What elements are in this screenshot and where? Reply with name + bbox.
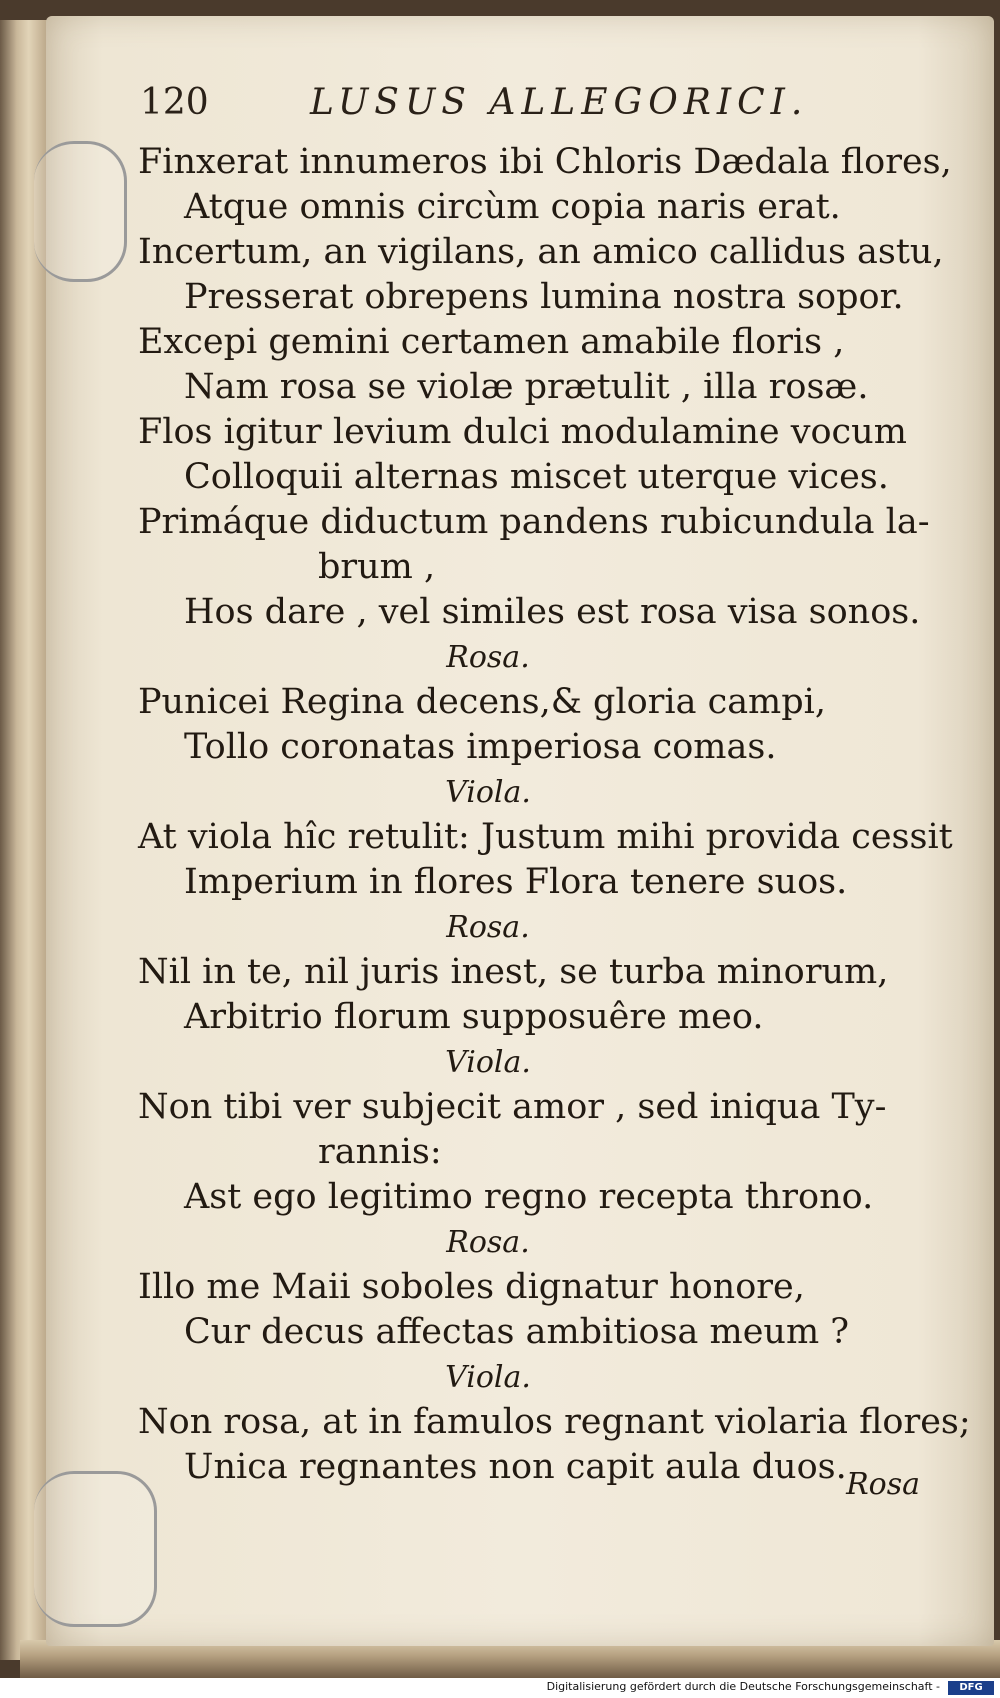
verse-line: Hos dare , vel similes est rosa visa sonos.	[184, 592, 921, 632]
dfg-logo: DFG	[948, 1681, 994, 1695]
footer-credit: Digitalisierung gefördert durch die Deutsche Forschungsgemeinschaft -	[546, 1680, 940, 1693]
verse-line: Tollo coronatas imperiosa comas.	[184, 727, 777, 767]
verse-line: Flos igitur levium dulci modulamine vocum	[138, 412, 907, 452]
verse-line: Illo me Maii soboles dignatur honore,	[138, 1267, 805, 1307]
speaker-label: Viola.	[445, 1360, 531, 1395]
speaker-label: Rosa.	[446, 640, 530, 675]
verse-line: Unica regnantes non capit aula duos.	[184, 1447, 847, 1487]
verse-line: Excepi gemini certamen amabile floris ,	[138, 322, 845, 362]
verse-line: Ast ego legitimo regno recepta throno.	[184, 1177, 874, 1217]
speaker-label: Viola.	[445, 1045, 531, 1080]
catchword: Rosa	[846, 1467, 920, 1502]
page-clip-top	[34, 141, 127, 282]
verse-line: Non rosa, at in famulos regnant violaria flores;	[138, 1402, 971, 1442]
verse-line: Incertum, an vigilans, an amico callidus astu,	[138, 232, 944, 272]
page-number: 120	[140, 82, 209, 123]
verse-line: At viola hîc retulit: Justum mihi provida cessit	[138, 817, 953, 857]
verse-line: Atque omnis circùm copia naris erat.	[184, 187, 841, 227]
verse-line: rannis:	[318, 1132, 442, 1172]
verse-line: Arbitrio florum supposuêre meo.	[184, 997, 764, 1037]
verse-line: Nil in te, nil juris inest, se turba minorum,	[138, 952, 889, 992]
verse-line: Presserat obrepens lumina nostra sopor.	[184, 277, 904, 317]
poem-text	[138, 140, 971, 1490]
page-clip-bottom	[34, 1471, 157, 1627]
book-edge-left	[0, 20, 48, 1660]
speaker-label: Viola.	[445, 775, 531, 810]
verse-line: Finxerat innumeros ibi Chloris Dædala flores,	[138, 142, 952, 182]
verse-line: Nam rosa se violæ prætulit , illa rosæ.	[184, 367, 869, 407]
verse-line: Imperium in flores Flora tenere suos.	[184, 862, 848, 902]
verse-line: brum ,	[318, 547, 436, 587]
speaker-label: Rosa.	[446, 1225, 530, 1260]
speaker-label: Rosa.	[446, 910, 530, 945]
verse-line: Non tibi ver subjecit amor , sed iniqua Ty-	[138, 1087, 887, 1127]
verse-line: Primáque diductum pandens rubicundula la-	[138, 502, 930, 542]
verse-line: Punicei Regina decens,& gloria campi,	[138, 682, 826, 722]
digitization-footer	[0, 1678, 1000, 1698]
page-header	[140, 82, 940, 138]
running-title: LUSUS ALLEGORICI.	[310, 82, 809, 123]
verse-line: Colloquii alternas miscet uterque vices.	[184, 457, 889, 497]
verse-line: Cur decus affectas ambitiosa meum ?	[184, 1312, 850, 1352]
